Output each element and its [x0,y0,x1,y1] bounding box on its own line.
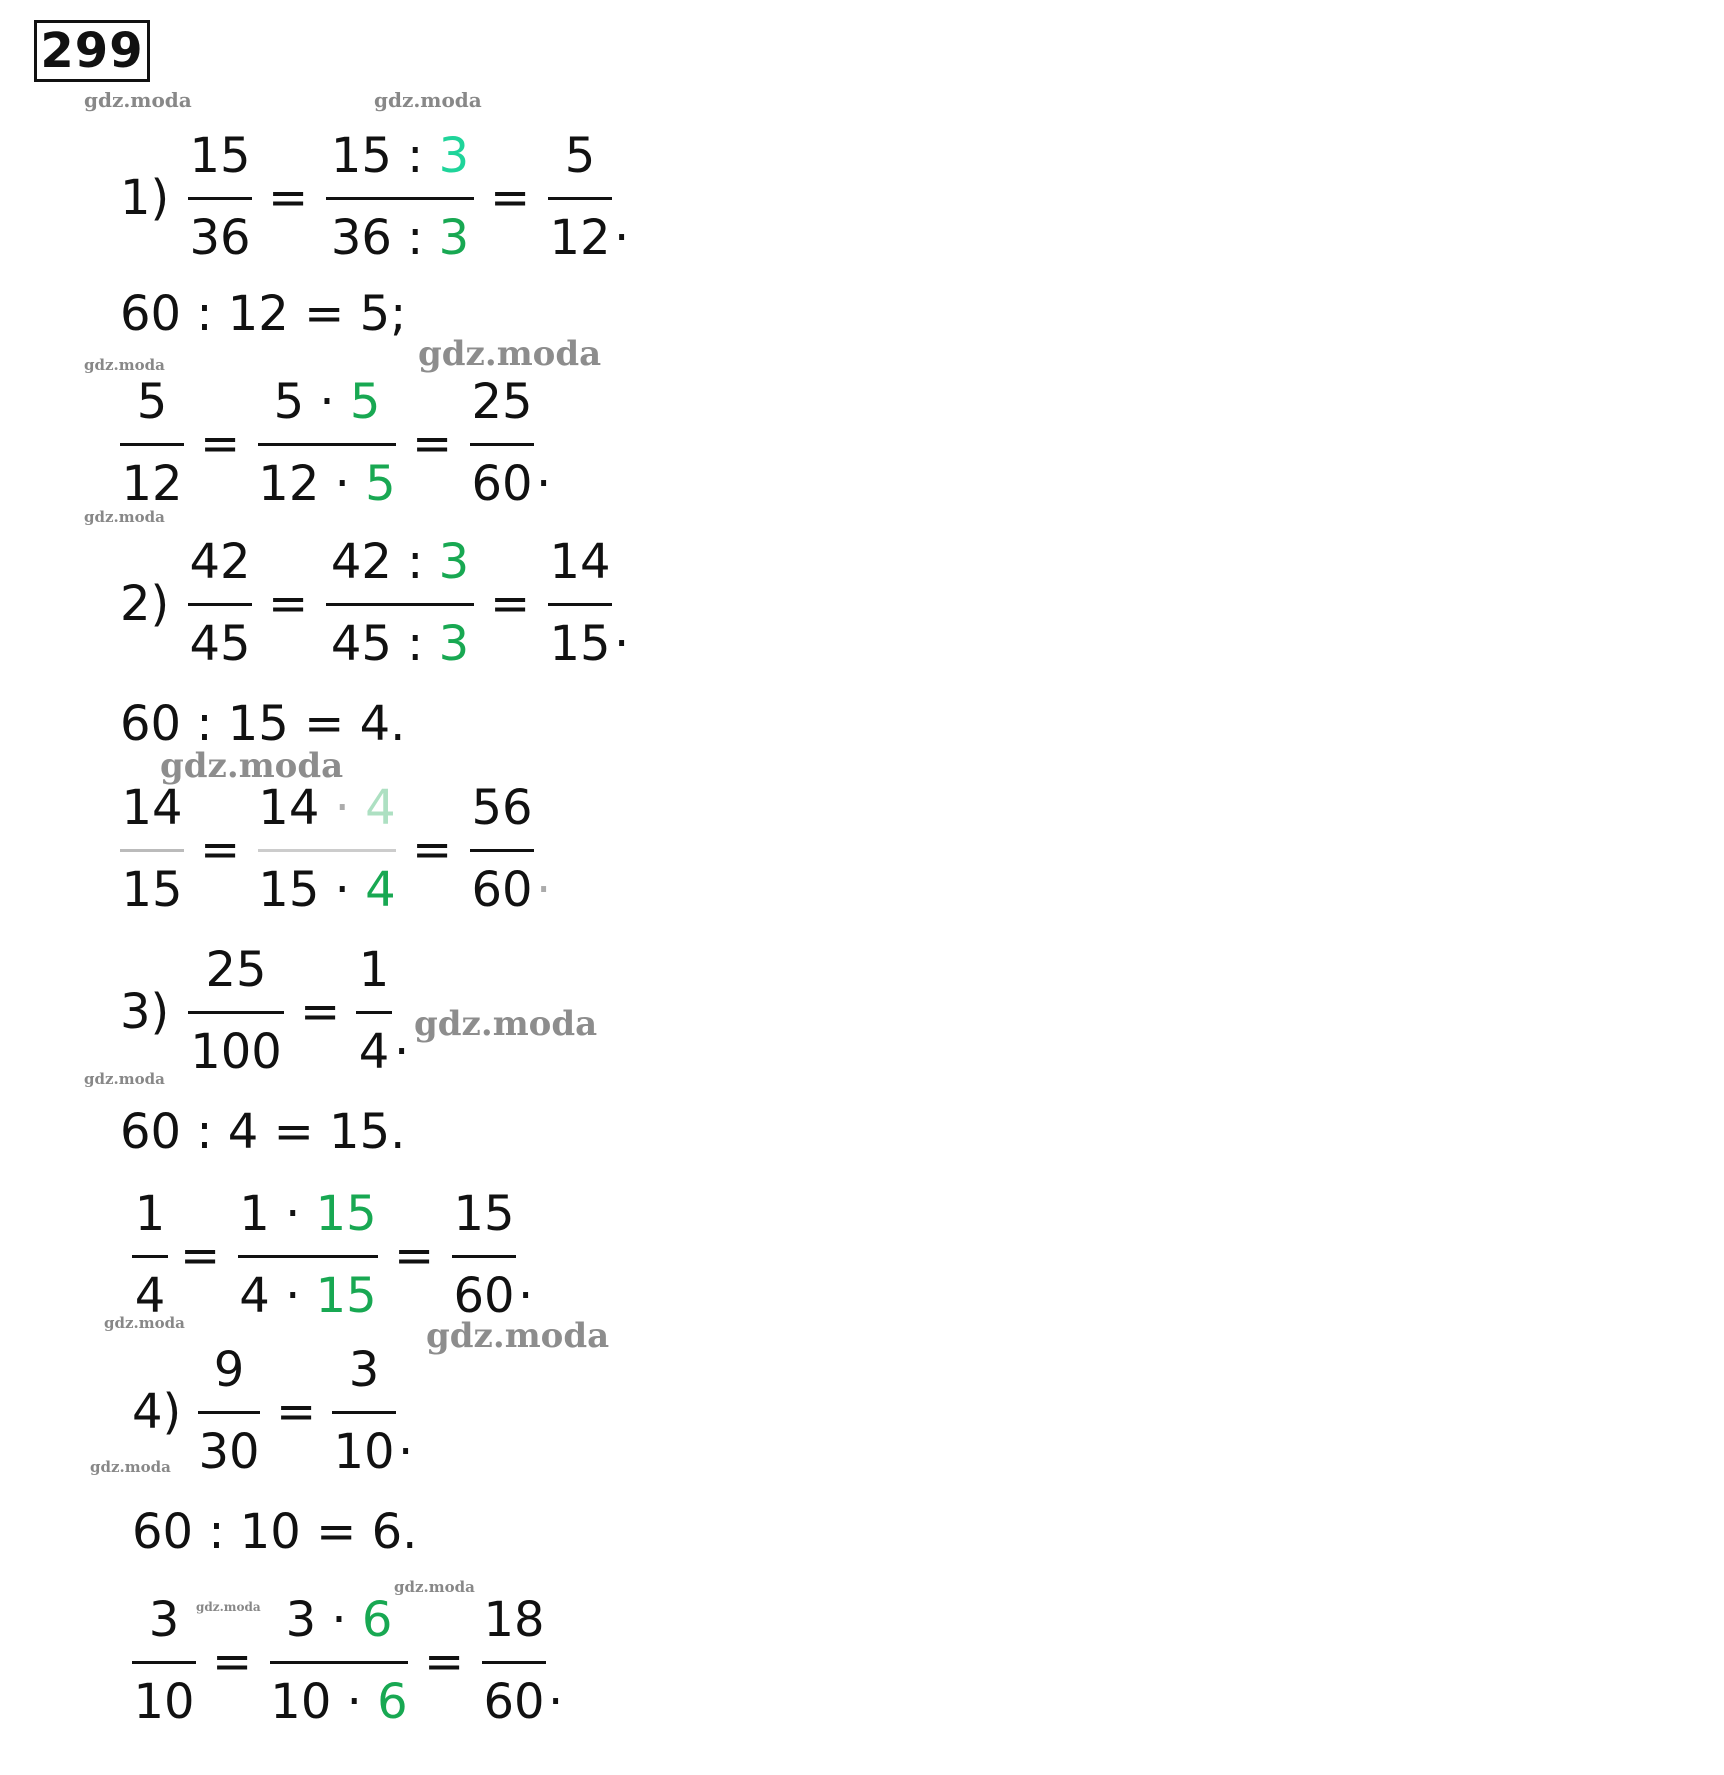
part2-division: 60 : 15 = 4. [120,696,406,752]
equals-sign: = [268,576,309,632]
part3-label: 3) [120,984,170,1040]
watermark: gdz.moda [196,1600,261,1614]
fraction: 1 4 [356,936,392,1086]
equals-sign: = [200,416,241,472]
fraction: 14 15 [121,780,183,918]
watermark: gdz.moda [374,88,482,112]
fraction: 14 15 [549,534,611,672]
fraction: 14 · 4 15 · 4 [258,780,396,918]
part2-extend-row [120,774,560,924]
fraction: 9 30 [198,1342,260,1480]
watermark: gdz.moda [426,1316,610,1356]
equals-sign: = [490,576,531,632]
part1-extend-row [120,368,560,518]
fraction: 3 10 [333,1342,395,1480]
watermark: gdz.moda [418,334,602,374]
fraction: 15 : 3 36 : 3 [326,122,474,272]
watermark: gdz.moda [160,746,344,786]
period: . [398,1410,414,1466]
equals-sign: = [300,984,341,1040]
equals-sign: = [180,1228,221,1284]
equals-sign: = [412,416,453,472]
equals-sign: = [268,170,309,226]
part1-division: 60 : 12 = 5; [120,286,407,342]
part4-reduce-row [132,1336,432,1486]
equals-sign: = [200,822,241,878]
watermark: gdz.moda [84,1070,165,1088]
fraction: 1 4 [132,1180,168,1330]
part3-reduce-row [120,936,420,1086]
part3-division: 60 : 4 = 15. [120,1104,406,1160]
equals-sign: = [412,822,453,878]
part3-extend-row [120,1180,560,1330]
fraction: 3 10 [133,1592,195,1730]
fraction: 25 100 [188,936,284,1086]
fraction: 15 60 [453,1186,515,1324]
problem-number: 299 [34,20,150,82]
watermark: gdz.moda [104,1314,185,1332]
fraction: 5 · 5 12 · 5 [258,374,396,512]
fraction: 3 · 6 10 · 6 [270,1592,408,1730]
watermark: gdz.moda [84,88,192,112]
fraction: 56 60 [471,780,533,918]
watermark: gdz.moda [414,1004,598,1044]
fraction: 5 12 [121,374,183,512]
fraction: 42 : 3 45 : 3 [326,528,474,678]
fraction: 25 60 [471,374,533,512]
fraction: 42 45 [189,534,251,672]
fraction: 15 36 [189,128,251,266]
watermark: gdz.moda [90,1458,171,1476]
part1-label: 1) [120,170,170,226]
part2-reduce-row [120,528,640,678]
part1-reduce-row [120,122,640,272]
period: . [518,1254,534,1310]
fraction: 18 60 [483,1592,545,1730]
watermark: gdz.moda [84,356,165,374]
period: . [394,1010,410,1066]
equals-sign: = [424,1634,465,1690]
fraction: 5 12 [549,128,611,266]
equals-sign: = [490,170,531,226]
period: . [614,602,630,658]
fraction: 1 · 15 4 · 15 [239,1186,377,1324]
watermark: gdz.moda [84,508,165,526]
part4-label: 4) [132,1384,182,1440]
period: . [536,848,552,904]
period: . [614,196,630,252]
period: . [536,442,552,498]
watermark: gdz.moda [394,1578,475,1596]
equals-sign: = [212,1634,253,1690]
part4-division: 60 : 10 = 6. [132,1504,418,1560]
part2-label: 2) [120,576,170,632]
period: . [548,1660,564,1716]
equals-sign: = [394,1228,435,1284]
equals-sign: = [276,1384,317,1440]
